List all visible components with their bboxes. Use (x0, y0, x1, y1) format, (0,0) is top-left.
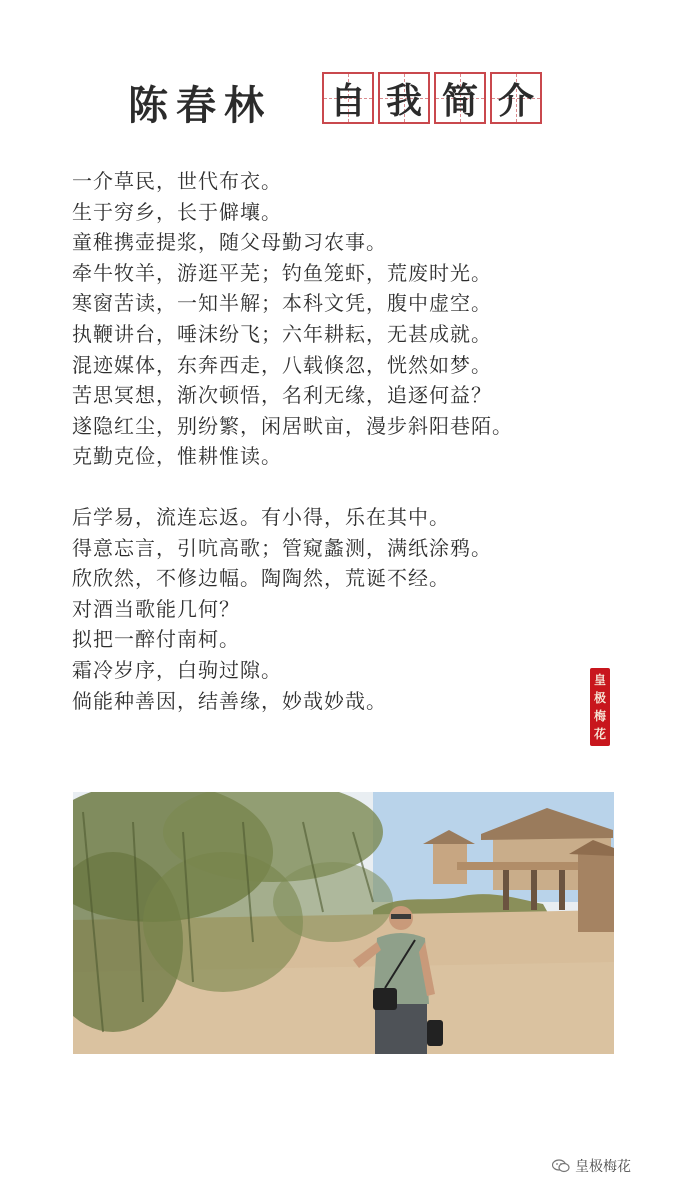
poem-line: 后学易，流连忘返。有小得，乐在其中。 (72, 504, 450, 529)
poem-line: 霜冷岁序，白驹过隙。 (72, 657, 282, 682)
seal-char: 极 (593, 691, 606, 705)
author-name: 陈春林 (128, 83, 272, 129)
title-char: 自 (329, 80, 366, 122)
title-char: 我 (385, 80, 422, 122)
title-char-box (378, 72, 430, 124)
title-char: 简 (441, 80, 478, 122)
seal-char: 皇 (593, 673, 606, 687)
title-char-box (322, 72, 374, 124)
poem-line: 寒窗苦读，一知半解；本科文凭，腹中虚空。 (72, 291, 492, 316)
poem-body (72, 166, 602, 716)
poem-line: 遂隐红尘，别纷繁，闲居畎亩，漫步斜阳巷陌。 (72, 413, 513, 438)
poem-line: 克勤克俭，惟耕惟读。 (72, 444, 282, 469)
poem-line: 牵牛牧羊，游逛平芜；钓鱼笼虾，荒废时光。 (72, 260, 492, 285)
poem-line: 一介草民，世代布衣。 (72, 169, 282, 193)
poem-line: 欣欣然，不修边幅。陶陶然，荒诞不经。 (72, 566, 450, 591)
poem-line: 倘能种善因，结善缘，妙哉妙哉。 (72, 688, 387, 713)
poem-line: 执鞭讲台，唾沫纷飞；六年耕耘，无甚成就。 (72, 321, 492, 346)
title-char-box (434, 72, 486, 124)
poem-line: 得意忘言，引吭高歌；管窥蠡测，满纸涂鸦。 (72, 535, 492, 560)
title-char: 介 (497, 80, 534, 122)
title-boxes (322, 72, 542, 124)
stanza-gap (72, 472, 602, 502)
red-seal-stamp (590, 668, 610, 746)
poem-line: 生于穷乡，长于僻壤。 (72, 199, 282, 224)
poem-line: 童稚携壶提浆，随父母勤习农事。 (72, 230, 387, 255)
title-char-box (490, 72, 542, 124)
watermark-text: 皇极梅花 (575, 1159, 631, 1175)
wechat-watermark (552, 1156, 631, 1176)
poem-line: 混迹媒体，东奔西走，八载倏忽，恍然如梦。 (72, 352, 492, 377)
poem-line: 拟把一醉付南柯。 (72, 627, 240, 652)
wechat-icon (552, 1159, 570, 1173)
header (0, 68, 675, 130)
poem-line: 对酒当歌能几何？ (72, 596, 240, 621)
author-photo (73, 792, 614, 1054)
seal-char: 花 (593, 727, 606, 741)
seal-char: 梅 (593, 709, 606, 723)
poem-line: 苦思冥想，渐次顿悟，名利无缘，追逐何益？ (72, 383, 492, 408)
